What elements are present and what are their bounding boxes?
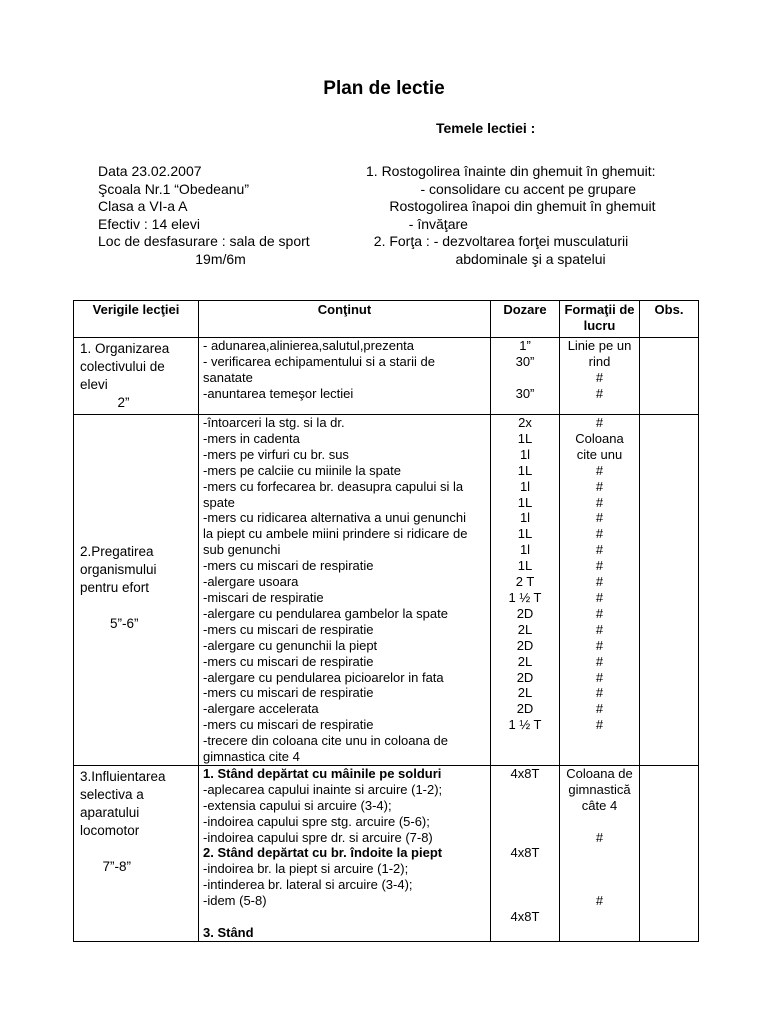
content-line: spate [203, 494, 235, 510]
info-school: Şcoala Nr.1 “Obedeanu” [98, 180, 249, 197]
formation-value: # [595, 558, 604, 574]
dosage-value [491, 782, 559, 798]
formation-value: gimnastică [568, 781, 631, 797]
header-content: Conţinut [199, 301, 491, 338]
content-line: sub genunchi [203, 542, 281, 558]
theme-line: abdominale şi a spatelui [366, 250, 606, 267]
formation-value: # [595, 893, 604, 909]
content-line: -mers cu miscari de respiratie [203, 717, 374, 733]
content-line: -mers in cadenta [203, 430, 300, 446]
dosage-value: 1L [517, 430, 533, 446]
table-row [74, 415, 699, 766]
content-cell [199, 765, 491, 941]
stage-name-line [80, 471, 192, 489]
lesson-plan-table [73, 300, 699, 942]
content-line: -mers cu miscari de respiratie [203, 621, 374, 637]
formation-value: # [595, 829, 604, 845]
stage-name-cell [74, 765, 199, 941]
dosage-value: 2L [517, 685, 533, 701]
dosage-value: 2x [518, 415, 532, 430]
content-line: sanatate [203, 369, 253, 385]
formation-value [560, 749, 639, 765]
content-line: -extensia capului si arcuire (3-4); [203, 797, 392, 813]
page-title: Plan de lectie [323, 78, 445, 99]
formation-value [560, 814, 639, 830]
formation-value: Coloana de [566, 765, 633, 781]
theme-line: 1. Rostogolirea înainte din ghemuit în ghemuit: [366, 163, 656, 179]
dosage-value [491, 798, 559, 814]
stage-name-line: 2” [80, 395, 130, 410]
formation-value: # [595, 637, 604, 653]
dosage-value: 2L [517, 621, 533, 637]
formation-value [560, 733, 639, 749]
stage-name-line: pentru efort [80, 580, 150, 595]
dosage-value [491, 877, 559, 893]
info-location: Loc de desfasurare : sala de sport [98, 233, 310, 250]
content-line: -mers pe calciie cu miinile la spate [203, 462, 401, 478]
content-line: -indoirea br. la piept si arcuire (1-2); [203, 861, 409, 877]
content-line: - verificarea echipamentului si a starii de [203, 353, 435, 369]
dosage-value: 30” [515, 385, 535, 401]
formation-value [560, 877, 639, 893]
dosage-value: 1” [519, 338, 531, 353]
formation-value: # [595, 385, 604, 401]
header-stages: Verigile lecţiei [74, 301, 199, 338]
dosage-value: 1 ½ T [508, 717, 542, 733]
header-formations: Formaţii de lucru [560, 301, 640, 338]
content-line: -întoarceri la stg. si la dr. [203, 415, 345, 430]
dosage-value: 1L [517, 494, 533, 510]
content-line: -intinderea br. lateral si arcuire (3-4); [203, 877, 413, 893]
lesson-info [98, 163, 310, 269]
dosage-value: 4x8T [510, 845, 540, 861]
info-students: Efectiv : 14 elevi [98, 215, 200, 232]
formation-value: # [595, 701, 604, 717]
dosage-value: 1L [517, 558, 533, 574]
formation-value: # [595, 669, 604, 685]
content-line: -alergare cu pendularea picioarelor in fata [203, 669, 444, 685]
info-date: Data 23.02.2007 [98, 163, 202, 179]
content-line: -mers cu forfecarea br. deasupra capului si la [203, 478, 464, 494]
dosage-value: 1l [519, 542, 531, 558]
content-line: -mers cu miscari de respiratie [203, 685, 374, 701]
formation-value: Coloana [575, 430, 624, 446]
formation-cell [560, 765, 640, 941]
content-line: -indoirea capului spre dr. si arcuire (7-8) [203, 829, 433, 845]
dosage-cell [491, 415, 560, 766]
formation-value: # [595, 574, 604, 590]
content-line: -miscari de respiratie [203, 589, 324, 605]
dosage-value: 2D [516, 637, 534, 653]
content-line: 1. Stând depărtat cu mâinile pe solduri [203, 765, 442, 781]
dosage-value: 1L [517, 462, 533, 478]
dosage-value [491, 733, 559, 749]
content-line: -indoirea capului spre stg. arcuire (5-6); [203, 813, 430, 829]
theme-line: 2. Forţa : - dezvoltarea forţei musculaturii [366, 233, 629, 250]
stage-name-line [80, 489, 192, 507]
obs-cell [640, 338, 699, 415]
stage-name-line [80, 435, 192, 453]
stage-name-line: 1. Organizarea [80, 341, 170, 356]
stage-name-line: 2.Pregatirea [80, 544, 154, 559]
stage-name-line [80, 453, 192, 471]
dosage-value: 2 T [515, 574, 535, 590]
formation-value: rind [588, 353, 611, 369]
stage-name-line: selectiva a [80, 786, 144, 802]
content-line: -aplecarea capului inainte si arcuire (1-2); [203, 781, 443, 797]
dosage-value: 30” [515, 353, 535, 369]
lesson-themes [366, 163, 656, 269]
content-line: -mers cu miscari de respiratie [203, 558, 374, 574]
dosage-value: 1l [519, 478, 531, 494]
stage-name-line: locomotor [80, 822, 140, 838]
content-line: -alergare cu pendularea gambelor la spate [203, 605, 448, 621]
formation-value: # [595, 478, 604, 494]
formation-value: # [595, 621, 604, 637]
formation-value: # [595, 589, 604, 605]
dosage-value: 4x8T [510, 765, 540, 781]
formation-value: # [595, 605, 604, 621]
dosage-value [491, 370, 559, 386]
content-line: -alergare cu genunchii la piept [203, 637, 378, 653]
content-line: -alergare accelerata [203, 701, 319, 717]
content-line: -mers cu miscari de respiratie [203, 653, 374, 669]
dosage-value: 4x8T [510, 909, 540, 925]
dosage-value: 2L [517, 653, 533, 669]
content-line: -mers cu ridicarea alternativa a unui genunchi [203, 510, 467, 526]
formation-value: # [595, 494, 604, 510]
stage-name-line: aparatului [80, 804, 140, 820]
formation-value: # [595, 653, 604, 669]
dosage-value: 1 ½ T [508, 589, 542, 605]
formation-value [560, 909, 639, 925]
info-class: Clasa a VI-a A [98, 198, 188, 215]
stage-name-line: 7”-8” [80, 858, 132, 874]
formation-value [560, 845, 639, 861]
formation-value: cite unu [576, 446, 623, 462]
stage-name-line: organismului [80, 562, 157, 577]
content-line: 2. Stând depărtat cu br. îndoite la piept [203, 845, 443, 861]
content-line: - adunarea,alinierea,salutul,prezenta [203, 338, 415, 353]
table-row [74, 338, 699, 415]
formation-value [560, 925, 639, 941]
dosage-cell [491, 338, 560, 415]
content-line: -anuntarea temeşor lectiei [203, 385, 354, 401]
content-line: la piept cu ambele miini prindere si ridicare de [203, 526, 468, 542]
formation-value: Linie pe un [567, 338, 632, 353]
content-line: -mers pe virfuri cu br. sus [203, 446, 349, 462]
formation-value: # [595, 526, 604, 542]
header-dosage: Dozare [491, 301, 560, 338]
dosage-value [491, 830, 559, 846]
stage-name-line [80, 597, 192, 615]
stage-name-line [80, 525, 192, 543]
content-line: gimnastica cite 4 [203, 749, 300, 765]
content-cell [199, 338, 491, 415]
theme-line: - consolidare cu accent pe grupare [366, 180, 637, 197]
formation-value: # [595, 717, 604, 733]
stage-name-line: colectivului de [80, 359, 165, 374]
content-line [199, 909, 490, 925]
dosage-value [491, 749, 559, 765]
formation-value: # [595, 369, 604, 385]
obs-cell [640, 765, 699, 941]
theme-line: Rostogolirea înapoi din ghemuit în ghemuit [366, 198, 656, 215]
stage-name-cell [74, 415, 199, 766]
dosage-cell [491, 765, 560, 941]
dosage-value: 2D [516, 701, 534, 717]
themes-heading: Temele lectiei : [436, 120, 536, 136]
dosage-value: 1L [517, 526, 533, 542]
header-obs: Obs. [640, 301, 699, 338]
content-line: -alergare usoara [203, 574, 299, 590]
formation-value: câte 4 [581, 797, 618, 813]
dosage-value [491, 893, 559, 909]
dosage-value: 2D [516, 669, 534, 685]
stage-name-line [80, 840, 192, 858]
formation-value: # [595, 685, 604, 701]
info-dimensions: 19m/6m [98, 250, 246, 267]
dosage-value: 1l [519, 510, 531, 526]
formation-value [560, 861, 639, 877]
theme-line: - învăţare [366, 215, 468, 232]
content-line: 3. Stând [203, 925, 254, 940]
content-line: -idem (5-8) [203, 893, 267, 909]
stage-name-line: elevi [80, 377, 108, 392]
stage-name-line [80, 507, 192, 525]
formation-value: # [595, 510, 604, 526]
dosage-value [491, 925, 559, 941]
dosage-value: 1l [519, 446, 531, 462]
stage-name-cell [74, 338, 199, 415]
content-cell [199, 415, 491, 766]
table-header-row [74, 301, 699, 338]
table-row [74, 765, 699, 941]
stage-name-line: 3.Influientarea [80, 768, 166, 784]
stage-name-line [80, 417, 192, 435]
formation-value: # [595, 415, 604, 430]
dosage-value: 2D [516, 605, 534, 621]
formation-value: # [595, 542, 604, 558]
stage-name-line: 5”-6” [80, 616, 139, 631]
obs-cell [640, 415, 699, 766]
formation-cell [560, 415, 640, 766]
content-line: -trecere din coloana cite unu in coloana de [203, 733, 448, 749]
dosage-value [491, 814, 559, 830]
dosage-value [491, 861, 559, 877]
formation-cell [560, 338, 640, 415]
formation-value: # [595, 462, 604, 478]
